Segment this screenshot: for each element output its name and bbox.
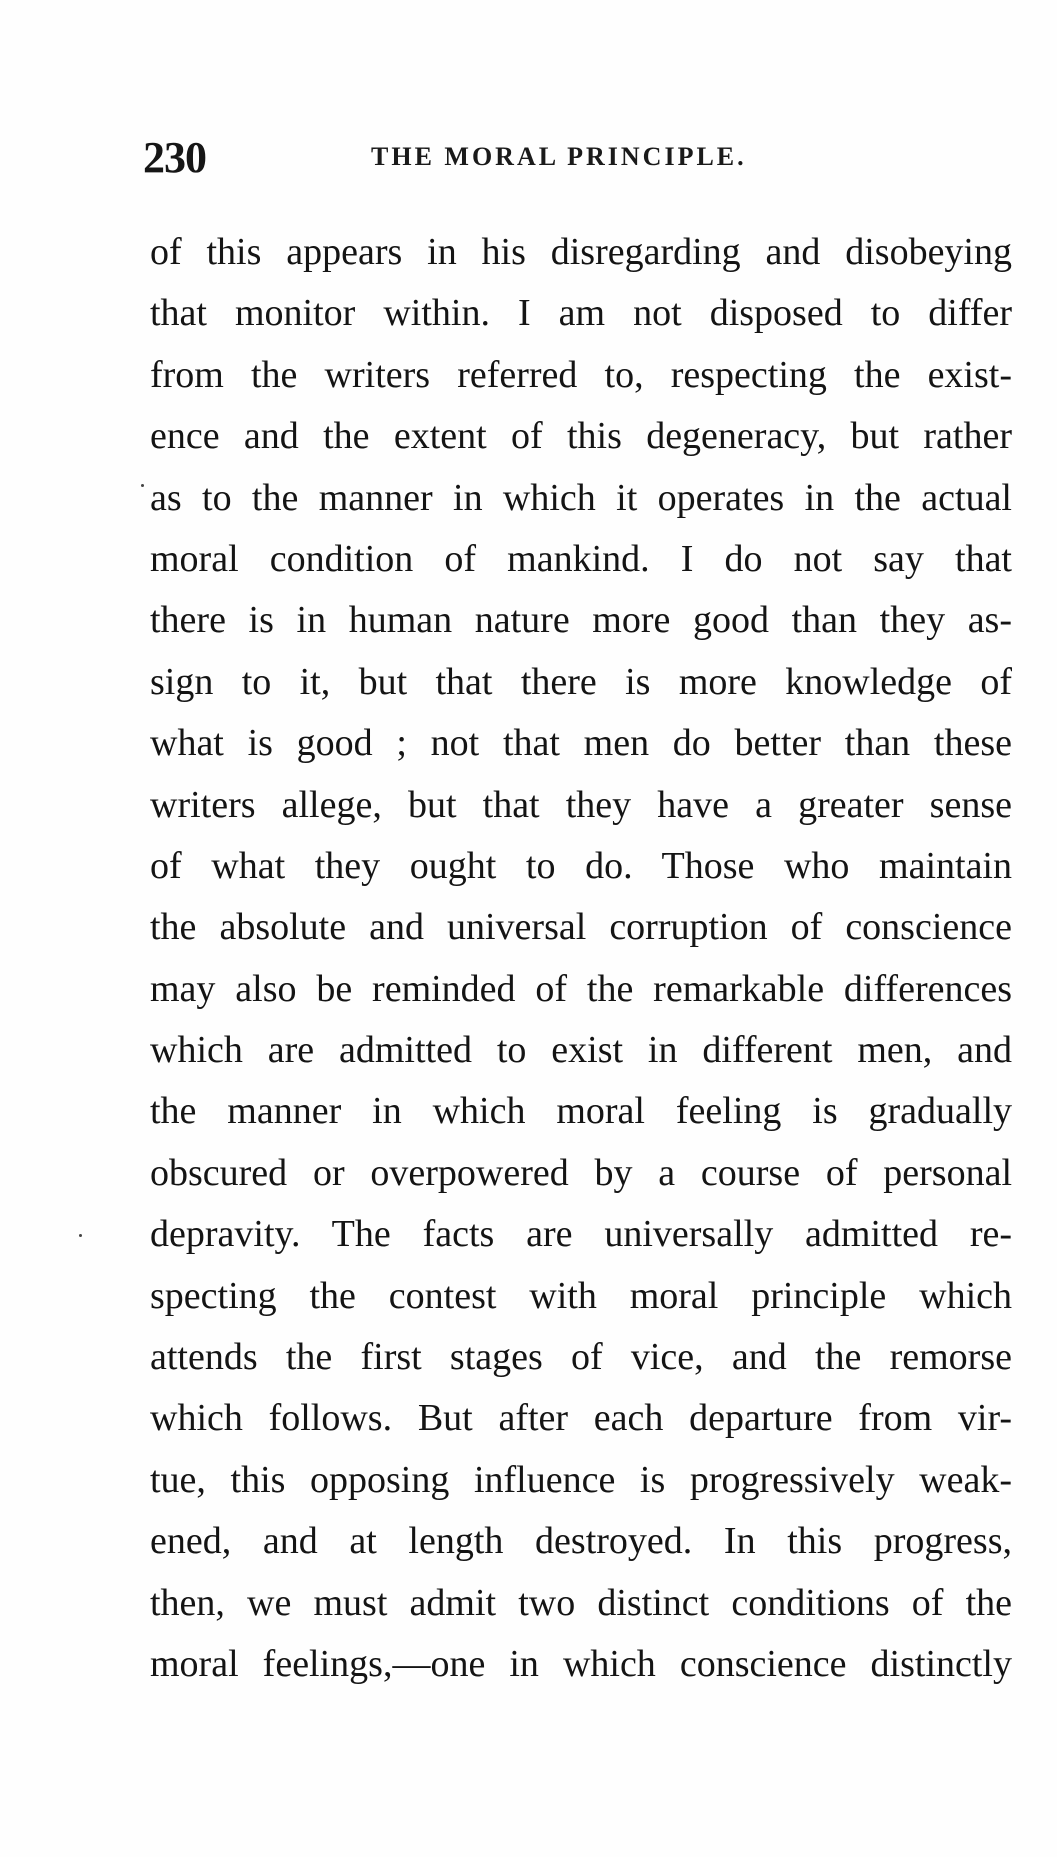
text-line: obscured or overpowered by a course of personal xyxy=(150,1151,1012,1194)
text-line: there is in human nature more good than they as- xyxy=(150,599,1012,642)
text-line: of this appears in his disregarding and disobeying xyxy=(150,231,1012,273)
text-line: specting the contest with moral principle which xyxy=(150,1274,1012,1317)
text-line: what is good ; not that men do better than these xyxy=(150,722,1012,765)
text-line: may also be reminded of the remarkable differences xyxy=(150,967,1012,1010)
running-title: THE MORAL PRINCIPLE. xyxy=(371,142,747,171)
text-line: from the writers referred to, respecting the exist- xyxy=(150,353,1012,396)
print-speck xyxy=(79,1234,82,1237)
print-speck xyxy=(141,484,144,487)
text-line: which are admitted to exist in different men, and xyxy=(150,1029,1012,1072)
text-line: sign to it, but that there is more knowledge of xyxy=(150,660,1012,703)
text-line: then, we must admit two distinct conditions of the xyxy=(150,1581,1012,1624)
text-line: the manner in which moral feeling is gradually xyxy=(150,1090,1012,1133)
text-line: attends the first stages of vice, and the remorse xyxy=(150,1336,1012,1379)
running-head xyxy=(143,132,1003,192)
text-line: of what they ought to do. Those who maintain xyxy=(150,844,1012,887)
page-number: 230 xyxy=(143,133,206,182)
text-line: which follows. But after each departure from vir- xyxy=(150,1397,1012,1440)
text-line: tue, this opposing influence is progressively weak- xyxy=(150,1458,1012,1501)
text-line: ened, and at length destroyed. In this progress, xyxy=(150,1520,1012,1563)
text-line: the absolute and universal corruption of conscience xyxy=(150,906,1012,949)
text-line: ence and the extent of this degeneracy, but rather xyxy=(150,415,1012,458)
text-line: writers allege, but that they have a greater sense xyxy=(150,783,1012,826)
body-text xyxy=(150,222,1012,1695)
text-line: as to the manner in which it operates in the actual xyxy=(150,476,1012,519)
text-line: that monitor within. I am not disposed to differ xyxy=(150,292,1012,335)
text-line: depravity. The facts are universally admitted re- xyxy=(150,1213,1012,1256)
text-line: moral condition of mankind. I do not say that xyxy=(150,537,1012,580)
text-line: moral feelings,—one in which conscience distinctly xyxy=(150,1642,1012,1685)
